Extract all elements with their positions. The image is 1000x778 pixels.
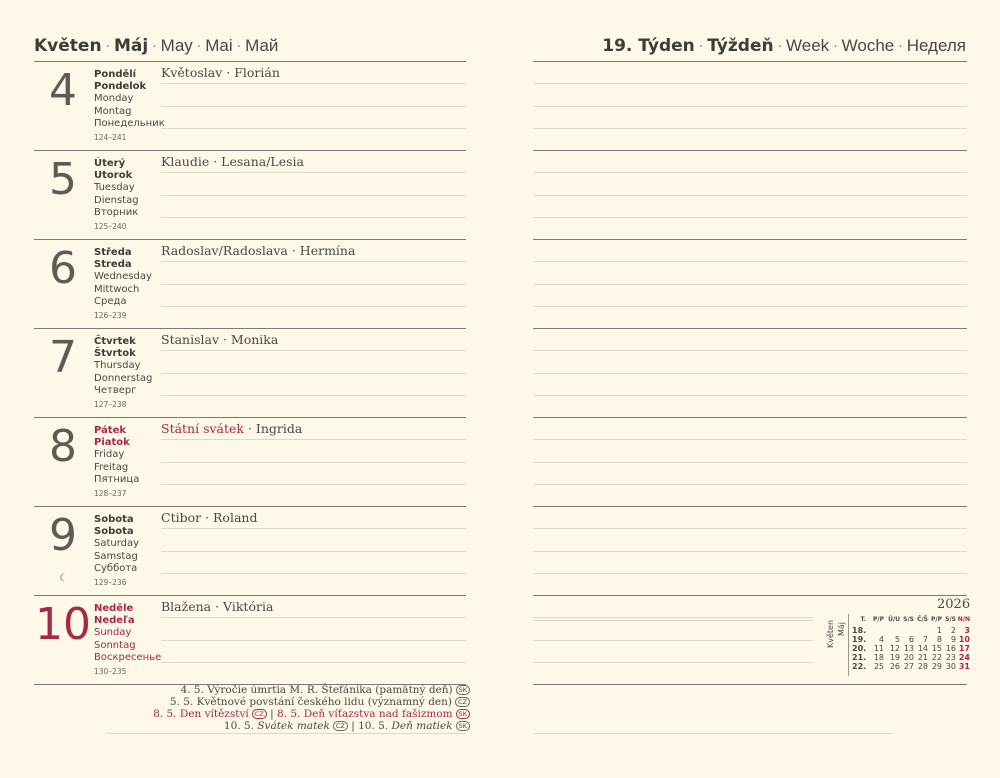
day-name-de: Montag <box>94 105 132 117</box>
mini-calendar-day: 24 <box>958 653 970 662</box>
writing-line <box>533 217 967 218</box>
name-days: Ctibor · Roland <box>161 510 258 525</box>
writing-line <box>533 128 967 129</box>
day-count: 125–240 <box>94 222 127 232</box>
mini-calendar-header: S/S <box>945 616 956 623</box>
day-count: 126–239 <box>94 311 127 321</box>
mini-calendar-day: 14 <box>917 644 928 653</box>
writing-line <box>533 620 813 621</box>
day-count: 128–237 <box>94 489 127 499</box>
writing-line <box>161 395 466 396</box>
mini-calendar-day: 5 <box>894 635 900 644</box>
writing-line <box>161 195 466 196</box>
writing-line <box>533 551 967 552</box>
day-divider <box>34 595 466 596</box>
mini-calendar-day: 20 <box>903 653 914 662</box>
week-header: 19. Týden · Týždeň · Week · Woche · Неделя <box>602 36 966 56</box>
day-number: 8 <box>49 421 77 472</box>
mini-calendar-day: 8 <box>936 635 942 644</box>
week-label-de: Woche <box>841 36 895 55</box>
mini-calendar-day: 27 <box>903 662 914 671</box>
mini-calendar-week-number: 22. <box>852 662 867 671</box>
writing-line <box>161 617 466 618</box>
day-name-en: Thursday <box>94 360 141 372</box>
month-name-ru: Май <box>245 36 279 55</box>
day-name-cz: Pondělí <box>94 69 137 80</box>
name-days: Stanislav · Monika <box>161 332 279 347</box>
mini-calendar-day: 13 <box>903 644 914 653</box>
writing-line <box>161 83 466 84</box>
mini-calendar-year: 2026 <box>937 597 971 612</box>
day-name-cz: Úterý <box>94 158 126 169</box>
writing-line <box>161 128 466 129</box>
writing-line <box>533 172 967 173</box>
holiday-note <box>224 720 470 732</box>
writing-line <box>533 83 967 84</box>
day-number: 9 <box>49 510 77 561</box>
writing-line <box>161 662 466 663</box>
day-divider <box>34 150 466 151</box>
writing-line <box>533 284 967 285</box>
writing-line <box>161 261 466 262</box>
writing-line <box>533 106 967 107</box>
day-number: 5 <box>49 154 77 205</box>
day-name-cz: Neděle <box>94 603 134 614</box>
mini-calendar-week-number: 21. <box>852 653 867 662</box>
week-label-sk: Týždeň <box>707 36 774 56</box>
writing-line <box>161 217 466 218</box>
holiday-note <box>181 684 470 696</box>
day-divider <box>533 150 967 151</box>
writing-line <box>533 439 967 440</box>
month-name-de: Mai <box>205 36 233 55</box>
day-divider <box>533 506 967 507</box>
writing-line <box>533 662 813 663</box>
writing-line <box>533 573 967 574</box>
mini-calendar-header: Ú/U <box>888 616 900 623</box>
day-name-de: Sonntag <box>94 639 136 651</box>
writing-line <box>533 484 967 485</box>
mini-calendar-header: P/P <box>931 616 942 623</box>
month-name-cz: Květen <box>34 36 102 56</box>
day-name-sk: Pondelok <box>94 81 147 93</box>
day-name-ru: Вторник <box>94 206 139 218</box>
mini-calendar-day: 17 <box>958 644 970 653</box>
day-name-sk: Sobota <box>94 526 134 538</box>
day-divider <box>533 239 967 240</box>
writing-line <box>161 439 466 440</box>
writing-line <box>533 617 813 618</box>
separator: | <box>351 720 355 732</box>
month-name-en: May <box>160 36 193 55</box>
holiday-date: 10. 5. <box>358 720 389 732</box>
day-divider <box>533 328 967 329</box>
week-label-en: Week <box>786 36 830 55</box>
mini-calendar-header: Č/Š <box>917 616 928 623</box>
mini-calendar-day: 28 <box>917 662 928 671</box>
country-badge: CZ <box>252 709 267 719</box>
day-name-en: Sunday <box>94 627 132 639</box>
mini-calendar-day: 23 <box>945 653 956 662</box>
writing-line <box>161 373 466 374</box>
day-names <box>94 425 139 500</box>
mini-calendar-day: 25 <box>873 662 884 671</box>
week-label-ru: Неделя <box>906 36 966 55</box>
name-days: Blažena · Viktória <box>161 599 274 614</box>
day-name-ru: Понедельник <box>94 117 165 129</box>
writing-line <box>533 195 967 196</box>
day-names <box>94 603 161 678</box>
holiday-date: 10. 5. <box>223 720 254 732</box>
mini-calendar-day: 30 <box>945 662 956 671</box>
mini-calendar-header: S/S <box>903 616 914 623</box>
day-name-sk: Streda <box>94 259 132 271</box>
mini-calendar-day: 6 <box>908 635 914 644</box>
writing-line <box>161 462 466 463</box>
day-count: 127–238 <box>94 400 127 410</box>
day-number: 6 <box>49 243 77 294</box>
day-name-ru: Воскресенье <box>94 651 162 663</box>
day-name-de: Samstag <box>94 550 138 562</box>
country-badge: CZ <box>333 721 348 731</box>
day-name-en: Saturday <box>94 538 140 550</box>
day-name-cz: Sobota <box>94 514 134 525</box>
day-names <box>94 158 139 233</box>
mini-calendar-header: T. <box>860 616 866 623</box>
mini-calendar-day: 3 <box>964 626 970 635</box>
mini-calendar-day: 7 <box>922 635 928 644</box>
mini-calendar-divider <box>848 614 849 676</box>
day-count: 130–235 <box>94 667 127 677</box>
holiday-text: 5. 5. Květnové povstání českého lidu (významný den) <box>169 696 452 708</box>
day-name-en: Tuesday <box>94 182 135 194</box>
writing-line <box>533 640 813 641</box>
writing-line <box>533 462 967 463</box>
writing-line <box>161 528 466 529</box>
day-name-de: Freitag <box>94 461 129 473</box>
mini-calendar-day: 10 <box>958 635 970 644</box>
writing-line <box>161 640 466 641</box>
month-header: Květen · Máj · May · Mai · Май <box>34 36 279 56</box>
writing-line <box>533 373 967 374</box>
day-name-en: Monday <box>94 93 134 105</box>
mini-calendar-day: 11 <box>873 644 884 653</box>
day-name-ru: Суббота <box>94 562 138 574</box>
mini-calendar-day: 12 <box>889 644 900 653</box>
mini-calendar-day: 15 <box>931 644 942 653</box>
day-divider <box>34 61 466 62</box>
country-badge: CZ <box>455 697 470 707</box>
mini-calendar-week-number: 20. <box>852 644 867 653</box>
state-holiday-label: Státní svátek <box>161 421 245 436</box>
day-name-de: Dienstag <box>94 194 139 206</box>
holiday-text: Svátek matek <box>257 720 330 732</box>
day-name-sk: Piatok <box>94 437 130 449</box>
mini-calendar-header: N/N <box>957 616 970 623</box>
day-names <box>94 69 165 144</box>
day-number: 10 <box>35 599 91 650</box>
writing-line <box>161 551 466 552</box>
country-badge: SK <box>456 721 470 731</box>
day-count: 124–241 <box>94 133 127 143</box>
day-name-ru: Среда <box>94 295 127 307</box>
day-number: 7 <box>49 332 77 383</box>
writing-line <box>533 528 967 529</box>
day-divider <box>34 684 466 685</box>
country-badge: SK <box>456 709 470 719</box>
day-name-de: Donnerstag <box>94 372 153 384</box>
writing-line <box>533 350 967 351</box>
mini-calendar-month-sk: Máj <box>837 621 846 636</box>
day-name-cz: Čtvrtek <box>94 336 136 347</box>
day-divider <box>533 417 967 418</box>
writing-line <box>533 306 967 307</box>
writing-line <box>161 573 466 574</box>
mini-calendar-day: 21 <box>917 653 928 662</box>
name-days: Klaudie · Lesana/Lesia <box>161 154 304 169</box>
writing-line <box>161 284 466 285</box>
holiday-text: 8. 5. Den vítězství <box>153 708 249 720</box>
day-name-de: Mittwoch <box>94 283 140 295</box>
day-divider <box>533 595 967 596</box>
mini-calendar-day: 26 <box>889 662 900 671</box>
name-days: Radoslav/Radoslava · Hermína <box>161 243 356 258</box>
writing-line <box>533 395 967 396</box>
writing-line <box>106 733 466 734</box>
day-name-en: Friday <box>94 449 125 461</box>
day-names <box>94 514 139 589</box>
mini-calendar-day: 4 <box>878 635 884 644</box>
holiday-text: Deň matiek <box>391 720 453 732</box>
mini-calendar-week-number: 18. <box>852 626 867 635</box>
mini-calendar-day: 22 <box>931 653 942 662</box>
holiday-text: 8. 5. Deň víťazstva nad fašizmom <box>276 708 453 720</box>
holiday-note <box>170 696 470 708</box>
day-name-sk: Štvrtok <box>94 348 136 360</box>
day-name-en: Wednesday <box>94 271 152 283</box>
day-count: 129–236 <box>94 578 127 588</box>
writing-line <box>161 172 466 173</box>
day-divider <box>34 328 466 329</box>
mini-calendar-month-cz: Květen <box>826 619 835 648</box>
day-names <box>94 247 152 322</box>
mini-calendar-day: 9 <box>950 635 956 644</box>
writing-line <box>533 733 893 734</box>
week-label-cz: 19. Týden <box>602 36 695 56</box>
month-name-sk: Máj <box>114 36 149 56</box>
day-name-ru: Пятница <box>94 473 140 485</box>
day-name-ru: Четверг <box>94 384 137 396</box>
mini-calendar-day: 31 <box>958 662 970 671</box>
moon-phase-icon: ☾ <box>59 573 68 584</box>
day-names <box>94 336 152 411</box>
name-days <box>161 421 302 436</box>
name-days-text: · Ingrida <box>244 421 303 436</box>
mini-calendar-day: 2 <box>950 626 956 635</box>
day-number: 4 <box>49 65 77 116</box>
holiday-text: 4. 5. Výročie úmrtia M. R. Štefánika (pamätný deň) <box>180 684 453 696</box>
writing-line <box>161 350 466 351</box>
writing-line <box>533 261 967 262</box>
mini-calendar-day: 1 <box>936 626 942 635</box>
day-divider <box>34 506 466 507</box>
mini-calendar-day: 19 <box>889 653 900 662</box>
mini-calendar-day: 29 <box>931 662 942 671</box>
day-name-cz: Středa <box>94 247 132 258</box>
day-name-sk: Nedeľa <box>94 615 135 627</box>
mini-calendar-day: 16 <box>945 644 956 653</box>
day-name-sk: Utorok <box>94 170 133 182</box>
writing-line <box>161 484 466 485</box>
separator: | <box>270 708 274 720</box>
day-divider <box>34 417 466 418</box>
name-days: Květoslav · Florián <box>161 65 280 80</box>
day-divider <box>533 684 967 685</box>
day-divider <box>533 61 967 62</box>
day-name-cz: Pátek <box>94 425 127 436</box>
writing-line <box>161 106 466 107</box>
mini-calendar-week-number: 19. <box>852 635 867 644</box>
mini-calendar-day: 18 <box>873 653 884 662</box>
day-divider <box>34 239 466 240</box>
holiday-note <box>153 708 470 720</box>
writing-line <box>161 306 466 307</box>
mini-calendar-header: P/P <box>873 616 884 623</box>
country-badge: SK <box>456 685 470 695</box>
